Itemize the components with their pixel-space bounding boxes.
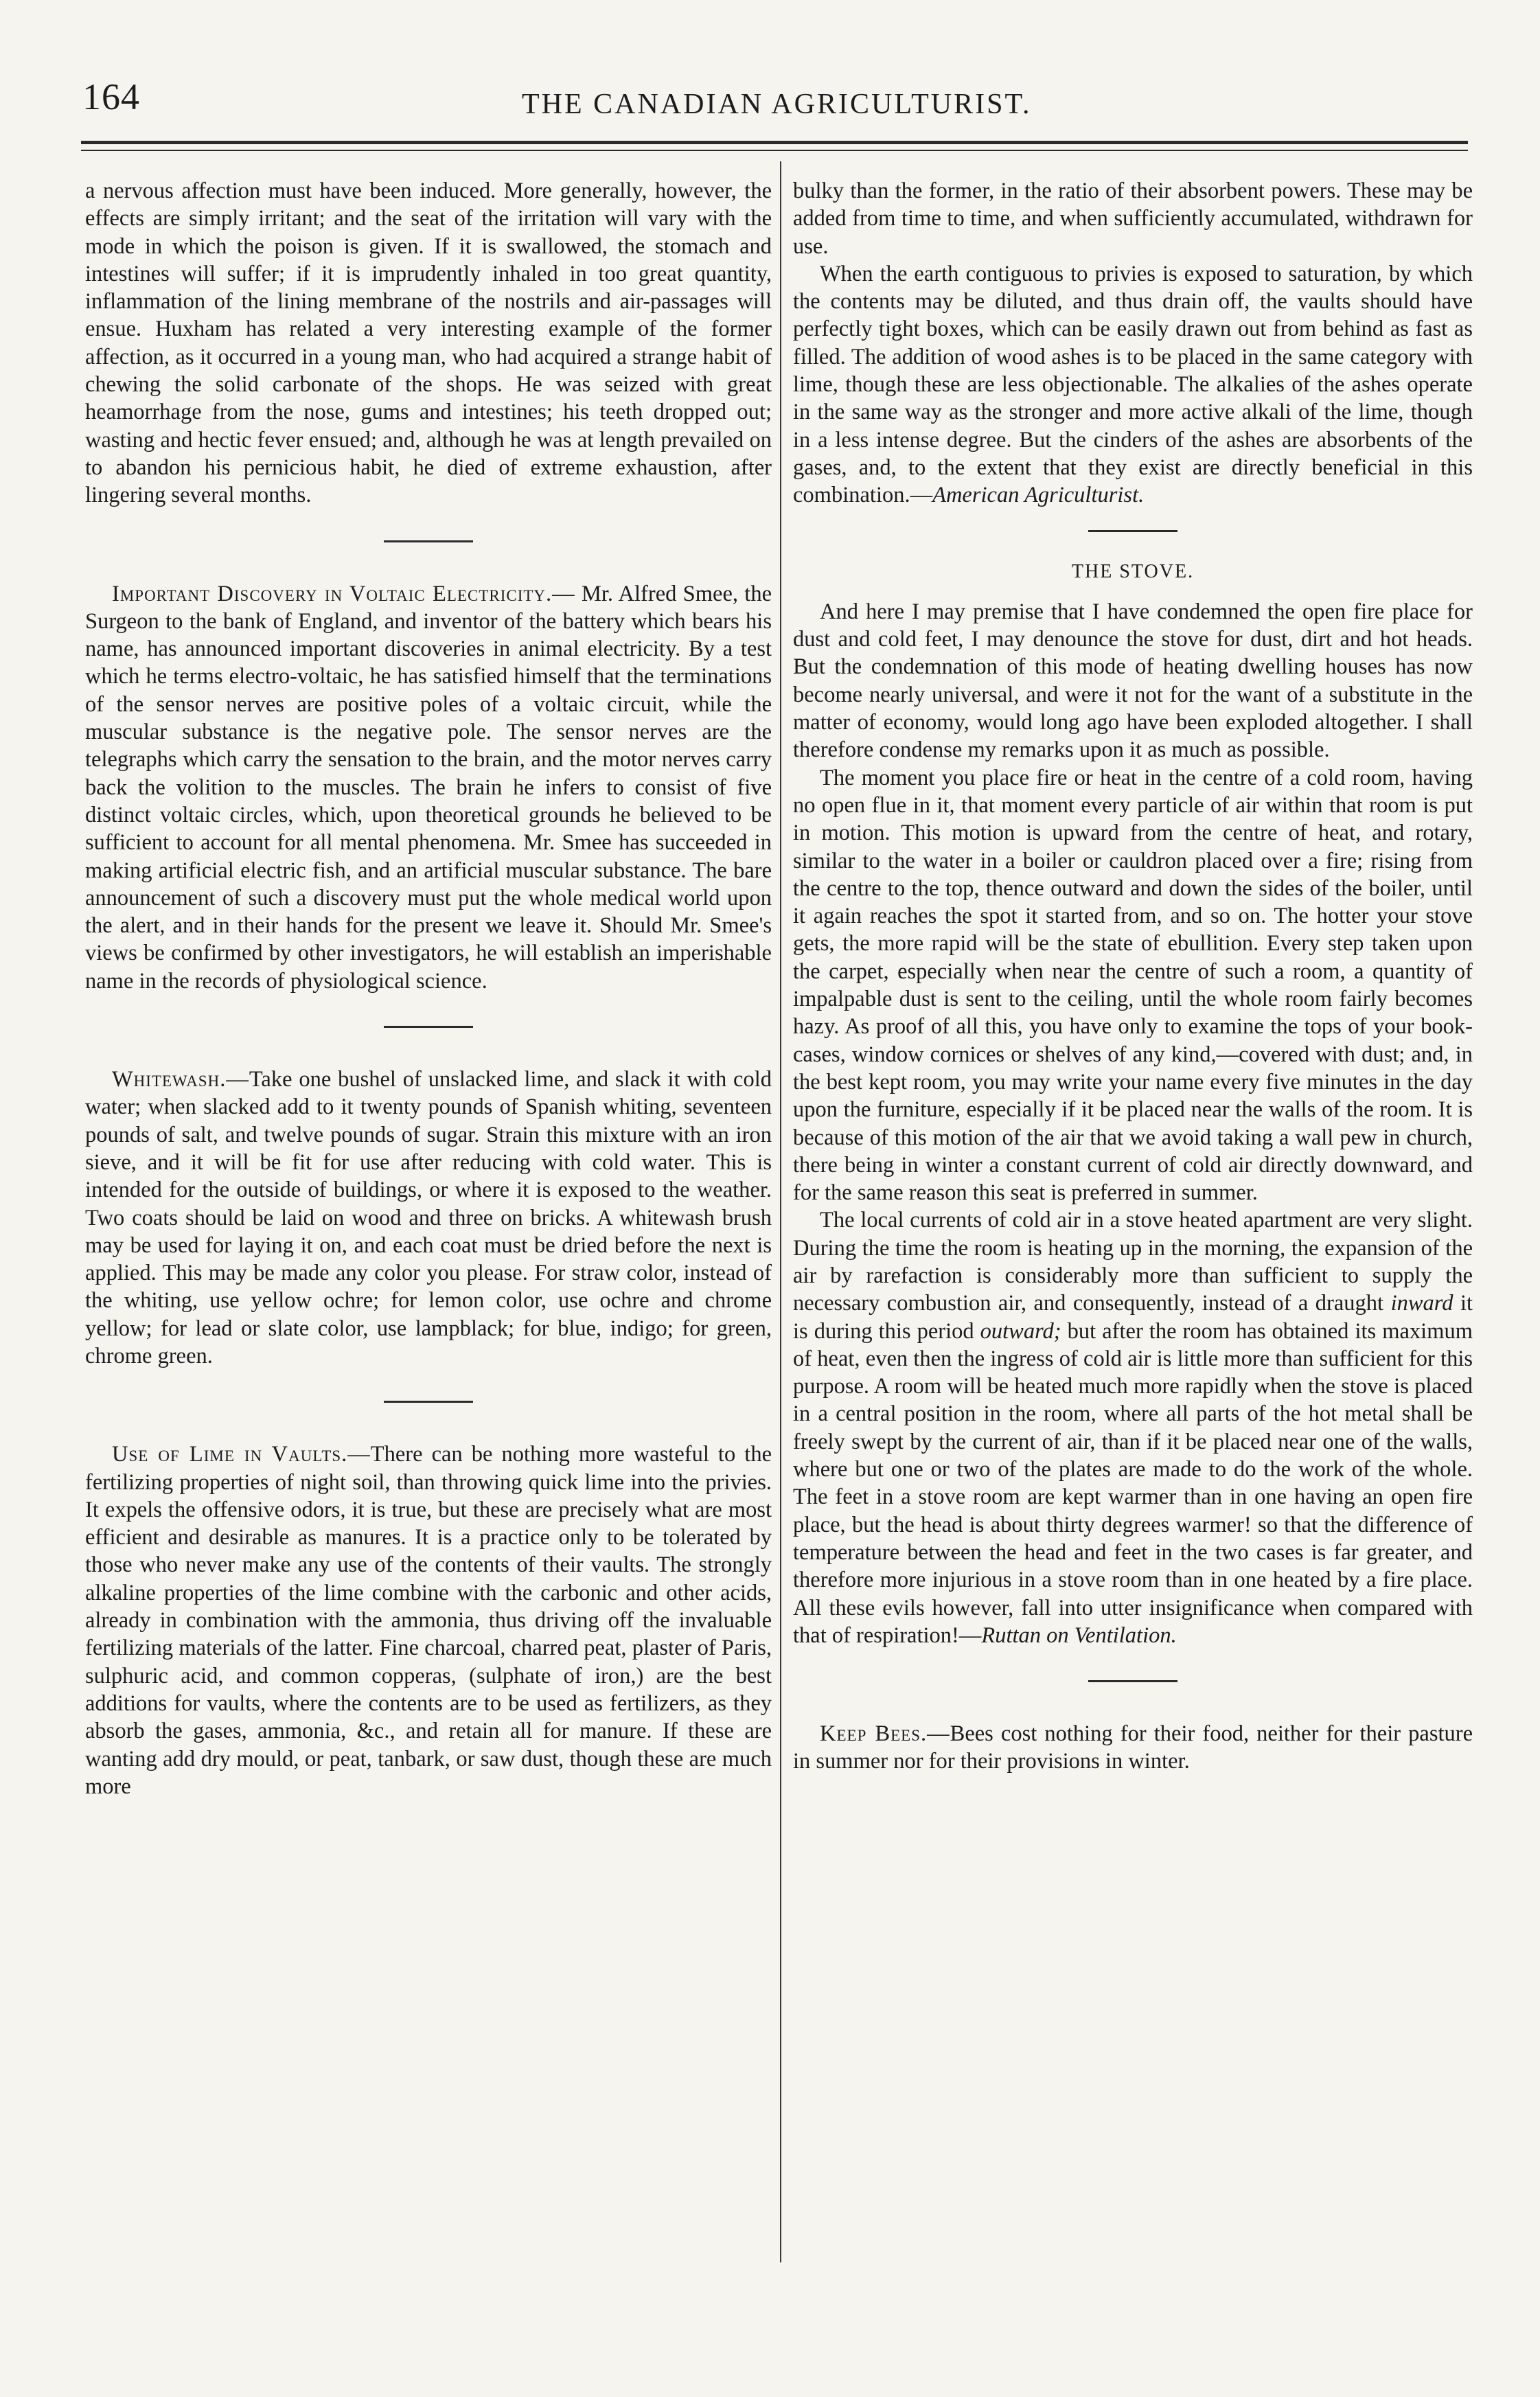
source-citation: American Agriculturist. — [932, 483, 1145, 508]
article-heading: Keep Bees.— — [820, 1721, 950, 1747]
paragraph-text: but after the room has obtained its maximum of heat, even then the ingress of cold air is little more than sufficient for this purpose. A room will be heated much more rapidly when the stove is placed in a central position in the room, where all parts of the hot metal shall be freely swept by the current of air, than if it be placed near one of the walls, where but one or two of the plates are made to do the work of the whole. The feet in a stove room are kept warmer than in one having an open fire place, but the head is about thirty degrees warmer! so that the difference of temperature between the head and feet in the two cases is far greater, and therefore more injurious in a stove room than in one heated by a fire place. All these evils however, fall into utter insignificance when compared with that of respiration!— — [793, 1318, 1473, 1648]
article-separator — [384, 540, 473, 542]
article-heading: Whitewash.— — [112, 1067, 249, 1092]
paragraph-text: The local currents of cold air in a stove heated apartment are very slight. During the time the room is heating up in the morning, the expansion of the air by rarefaction is considerably more than sufficient to supply the necessary combustion air, and consequently, instead of a draught — [793, 1208, 1473, 1316]
paragraph-text: it is during this period — [793, 1291, 1473, 1344]
emphasis-text: outward; — [980, 1318, 1061, 1344]
article-paragraph — [793, 260, 1473, 509]
article-body: There can be nothing more wasteful to the fertilizing properties of night soil, than throwing quick lime into the privies. It expels the offensive odors, it is true, but these are precisely what are most efficient and desirable as manures. It is a practice only to be tolerated by those who never make any use of the contents of their vaults. The strongly alkaline properties of the lime combine with the carbonic and other acids, already in combination with the ammonia, thus driving off the invaluable fertilizing materials of the latter. Fine charcoal, charred peat, plaster of Paris, sulphuric acid, and common copperas, (sulphate of iron,) are the best additions for vaults, where the contents are to be used as fertilizers, as they absorb the gases, ammonia, &c., and retain all for manure. If these are wanting add dry mould, or peat, tanbark, or saw dust, though these are much more — [85, 1442, 772, 1799]
article-separator — [1088, 1680, 1177, 1682]
stove-paragraph — [793, 1206, 1473, 1649]
article-lime-in-vaults — [85, 1441, 772, 1800]
section-title-stove: THE STOVE. — [1071, 560, 1195, 582]
article-separator — [384, 1026, 473, 1028]
source-citation: Ruttan on Ventilation. — [981, 1622, 1177, 1648]
article-heading: Use of Lime in Vaults.— — [112, 1442, 371, 1467]
article-continued-paragraph: a nervous affection must have been induced. More generally, however, the effects are simply irritant; and the seat of the irritation will vary with the mode in which the poison is given. If it is swallowed, the stomach and intestines will suffer; if it is imprudently inhaled in too great quantity, inflammation of the lining membrane of the nostrils and air-passages will ensue. Huxham has related a very interesting example of the former affection, as it occurred in a young man, who had acquired a strange habit of chewing the solid carbonate of the shops. He was seized with great heamorrhage from the nose, gums and intestines; his teeth dropped out; wasting and hectic fever ensued; and, although he was at length prevailed on to abandon his pernicious habit, he died of extreme exhaustion, after lingering several months. — [85, 179, 772, 508]
page-header — [82, 76, 1469, 137]
article-voltaic-electricity — [85, 580, 772, 995]
article-heading: Important Discovery in Voltaic Electricity.— — [112, 581, 575, 606]
article-continued-paragraph: bulky than the former, in the ratio of their absorbent powers. These may be added from time to time, and when sufficiently accumulated, withdrawn for use. — [793, 179, 1473, 259]
paragraph-text: When the earth contiguous to privies is exposed to saturation, by which the contents may be diluted, and thus drain off, the vaults should have perfectly tight boxes, which can be easily drawn out from behind as fast as filled. The addition of wood ashes is to be placed in the same category with lime, though these are less objectionable. The alkalies of the ashes operate in the same way as the stronger and more active alkali of the lime, though in a less intense degree. But the cinders of the ashes are absorbents of the gases, and, to the extent that they exist are directly beneficial in this combination.— — [793, 261, 1473, 508]
article-body: Take one bushel of unslacked lime, and slack it with cold water; when slacked add to it twenty pounds of Spanish whiting, seventeen pounds of salt, and twelve pounds of sugar. Strain this mixture with an iron sieve, and it will be fit for use after reducing with cold water. This is intended for the outside of buildings, or where it is exposed to the weather. Two coats should be laid on wood and three on bricks. A whitewash brush may be used for laying it on, and each coat must be dried before the next is applied. This may be made any color you please. For straw color, instead of the whiting, use yellow ochre; for lemon color, use ochre and chrome yellow; for lead or slate color, use lampblack; for blue, indigo; for green, chrome green. — [85, 1067, 772, 1368]
article-whitewash — [85, 1066, 772, 1370]
header-rule-thick — [81, 141, 1468, 144]
article-separator — [1088, 530, 1177, 532]
article-separator — [384, 1401, 473, 1403]
article-body: Mr. Alfred Smee, the Surgeon to the bank of England, and inventor of the battery which bears his name, has announced important discoveries in animal electricity. By a test which he terms electro-voltaic, he has satisfied himself that the terminations of the sensor nerves are positive poles of a voltaic circuit, while the muscular substance is the negative pole. The sensor nerves are the telegraphs which carry the sensation to the brain, and the motor nerves carry back the volition to the muscles. The brain he infers to consist of five distinct voltaic circles, which, upon theoretical grounds he believed to be sufficient to account for all mental phenomena. Mr. Smee has succeeded in making artificial electric fish, and an artificial muscular substance. The bare announcement of such a discovery must put the whole medical world upon the alert, and in their hands for the present we leave it. Should Mr. Smee's views be confirmed by other investigators, he will establish an imperishable name in the records of physiological science. — [85, 581, 772, 994]
running-title: THE CANADIAN AGRICULTURIST. — [522, 89, 1032, 120]
header-rule-thin — [81, 150, 1468, 151]
column-divider — [780, 161, 781, 2262]
stove-paragraph: And here I may premise that I have condemned the open fire place for dust and cold feet, I may denounce the stove for dust, dirt and hot heads. But the condemnation of this mode of heating dwelling houses has now become nearly universal, and were it not for the want of a substitute in the matter of economy, would long ago have been exploded altogether. I shall therefore condense my remarks upon it as much as possible. — [793, 599, 1473, 763]
page-number: 164 — [82, 76, 140, 117]
stove-paragraph: The moment you place fire or heat in the centre of a cold room, having no open flue in it, that moment every particle of air within that room is put in motion. This motion is upward from the centre of heat, and rotary, similar to the water in a boiler or cauldron placed over a fire; rising from the centre to the top, thence outward and down the sides of the boiler, until it again reaches the spot it started from, and so on. The hotter your stove gets, the more rapid will be the state of ebullition. Every step taken upon the carpet, especially when near the centre of such a room, a quantity of impalpable dust is sent to the ceiling, until the whole room fairly becomes hazy. As proof of all this, you have only to examine the tops of your book-cases, window cornices or shelves of any kind,—covered with dust; and, in the best kept room, you may write your name every five minutes in the day upon the furniture, especially if it be placed near the walls of the room. It is because of this motion of the air that we avoid taking a wall pew in church, there being in winter a constant current of cold air directly downward, and for the same reason this seat is preferred in summer. — [793, 765, 1473, 1206]
article-body: Bees cost nothing for their food, neither for their pasture in summer nor for their provisions in winter. — [793, 1721, 1473, 1774]
article-keep-bees — [793, 1720, 1473, 1776]
right-column — [793, 177, 1473, 1776]
emphasis-text: inward — [1390, 1291, 1453, 1316]
left-column — [85, 177, 772, 1800]
